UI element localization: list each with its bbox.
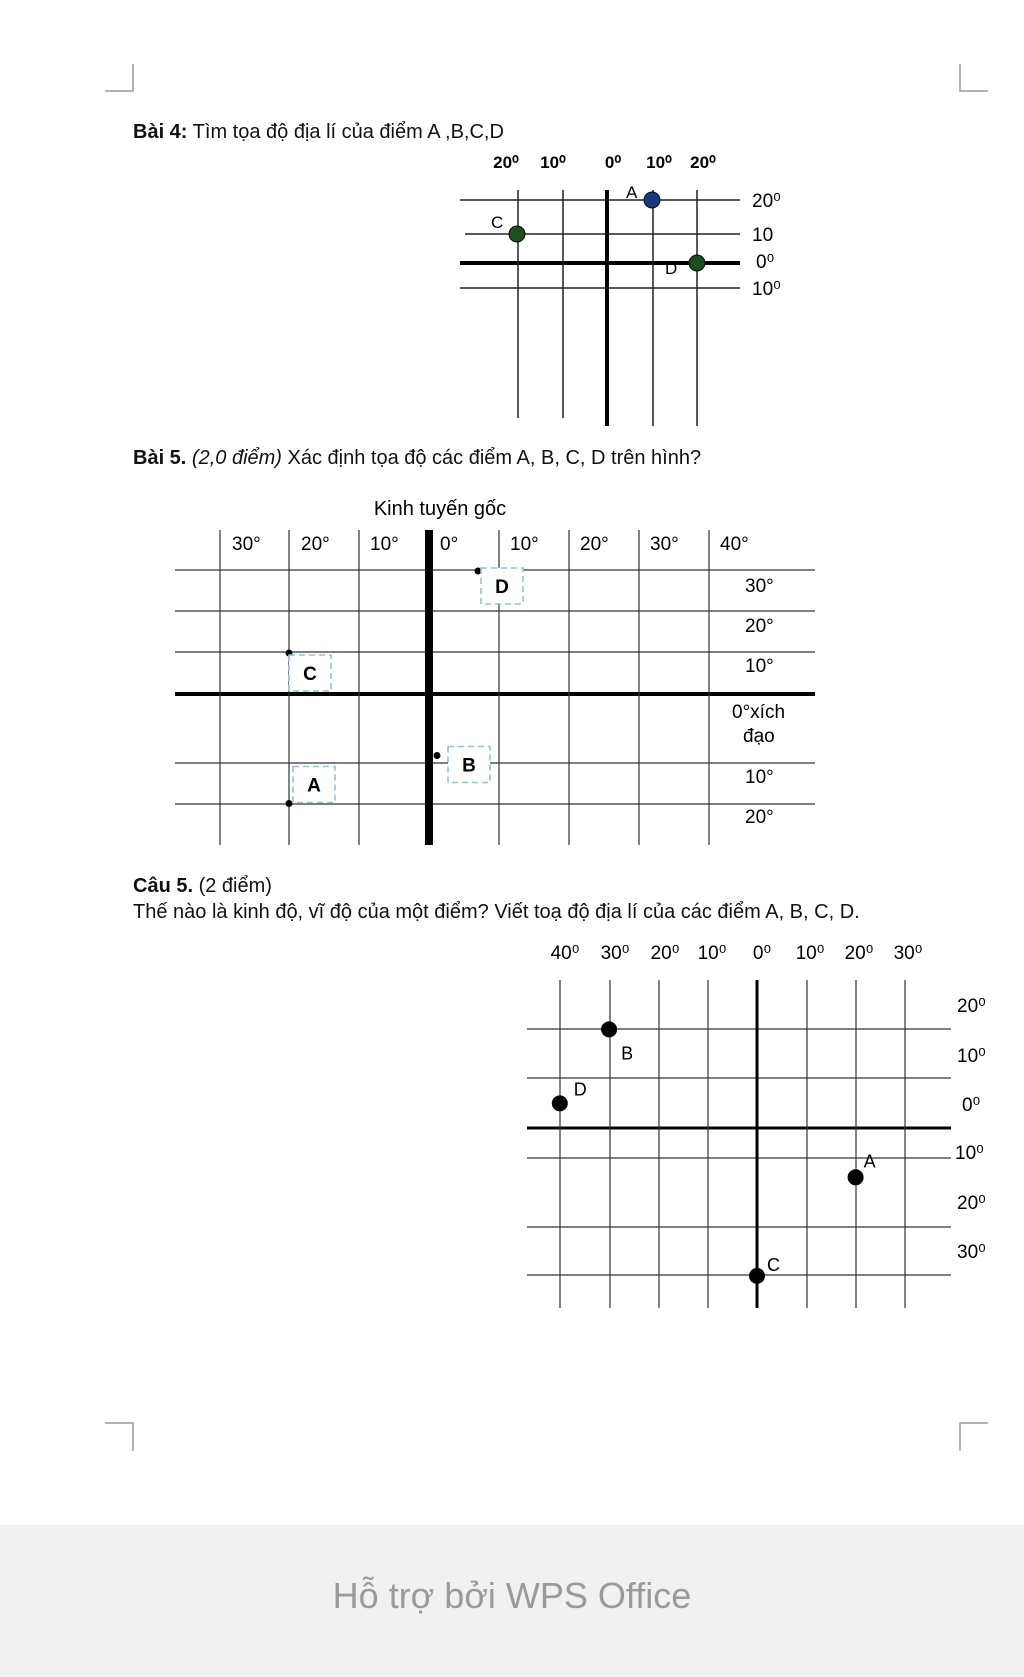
q5-right-label: đạo <box>743 726 775 747</box>
q5-points <box>286 568 524 808</box>
q5-points-note: (2,0 điểm) <box>191 447 282 469</box>
q4-point-marker <box>689 255 705 271</box>
c5-right-label: 10⁰ <box>955 1143 984 1164</box>
corner-mark-bottom-left <box>105 1421 135 1451</box>
c5-point-marker <box>749 1268 765 1284</box>
c5-point-label: C <box>767 1254 780 1275</box>
c5-point-label: B <box>621 1043 634 1064</box>
q5-coordinate-grid <box>170 490 820 850</box>
c5-top-label: 20⁰ <box>844 943 874 964</box>
q5-right-label: 20° <box>745 616 774 637</box>
q5-top-label: 0° <box>440 534 459 555</box>
q5-top-label: 40° <box>720 534 749 555</box>
q4-text: Tìm tọa độ địa lí của điểm A ,B,C,D <box>187 121 504 143</box>
c5-top-label: 40⁰ <box>550 943 580 964</box>
q4-top-label: 20⁰ <box>690 153 716 172</box>
q5-point-label: D <box>495 577 509 598</box>
corner-mark-top-right <box>958 64 988 94</box>
q5-label: Bài 5. <box>133 447 187 469</box>
c5-right-label: 10⁰ <box>957 1046 986 1067</box>
q4-point-label: A <box>626 183 638 202</box>
q4-top-label: 10⁰ <box>540 153 566 172</box>
c5-top-label: 10⁰ <box>697 943 727 964</box>
q4-point-label: C <box>491 213 504 232</box>
q4-label: Bài 4: <box>133 121 188 143</box>
corner-mark-top-left <box>105 64 135 94</box>
q5-top-labels <box>232 534 749 555</box>
q5-point-label: C <box>303 664 317 685</box>
q4-point-label: D <box>665 259 678 278</box>
q4-right-label: 0⁰ <box>756 252 775 273</box>
q5-point-marker <box>434 752 441 759</box>
q5-point-label: A <box>307 775 321 797</box>
c5-top-label: 30⁰ <box>893 943 923 964</box>
q5-top-label: 30° <box>650 534 679 555</box>
c5-label: Câu 5. <box>133 875 194 897</box>
q4-point-marker <box>509 226 525 242</box>
q5-right-label: 20° <box>745 807 774 828</box>
q5-text: Xác định tọa độ các điểm A, B, C, D trên hình? <box>281 447 702 469</box>
c5-top-label: 20⁰ <box>650 943 680 964</box>
c5-right-label: 20⁰ <box>957 996 986 1017</box>
q4-coordinate-grid <box>440 150 800 430</box>
c5-top-labels <box>551 943 923 964</box>
q4-top-label: 20⁰ <box>493 153 519 172</box>
q4-top-label: 10⁰ <box>646 153 672 172</box>
footer-text: Hỗ trợ bởi WPS Office <box>332 1575 692 1616</box>
q5-right-label: 10° <box>745 656 774 677</box>
q5-top-label: 10° <box>510 534 539 555</box>
q4-heading <box>133 120 504 144</box>
c5-heading <box>133 874 272 898</box>
c5-right-labels <box>955 996 986 1263</box>
c5-top-label: 30⁰ <box>600 943 630 964</box>
q4-point-marker <box>644 192 660 208</box>
q5-right-labels <box>732 576 785 828</box>
c5-right-label: 20⁰ <box>957 1193 986 1214</box>
c5-question-text: Thế nào là kinh độ, vĩ độ của một điểm? Viết toạ độ địa lí của các điểm A, B, C, D. <box>133 901 860 923</box>
q5-top-label: 20° <box>580 534 609 555</box>
c5-grid-lines <box>527 980 951 1308</box>
wps-footer <box>0 1525 1024 1677</box>
c5-point-marker <box>601 1021 617 1037</box>
corner-mark-bottom-right <box>958 1421 988 1451</box>
c5-point-label: D <box>573 1079 587 1100</box>
q5-point-marker <box>286 800 293 807</box>
q5-meridian-title: Kinh tuyến gốc <box>373 498 507 520</box>
q5-right-label: 0°xích <box>732 702 786 723</box>
q4-top-labels <box>493 153 716 172</box>
c5-points <box>552 1021 876 1284</box>
q4-right-label: 20⁰ <box>752 191 781 212</box>
c5-coordinate-grid <box>525 935 995 1315</box>
q4-right-label: 10 <box>752 225 774 246</box>
q4-top-label: 0⁰ <box>604 153 622 172</box>
q4-right-labels <box>752 191 781 300</box>
c5-top-label: 0⁰ <box>752 943 772 964</box>
c5-point-marker <box>552 1095 568 1111</box>
q5-point-label: B <box>462 755 476 777</box>
c5-points-note: (2 điểm) <box>193 875 272 897</box>
q4-right-label: 10⁰ <box>752 279 781 300</box>
q5-right-label: 30° <box>745 576 774 597</box>
c5-right-label: 0⁰ <box>962 1095 981 1116</box>
q5-heading <box>133 446 701 470</box>
q5-top-label: 20° <box>301 534 330 555</box>
q5-right-label: 10° <box>745 767 774 788</box>
q5-top-label: 10° <box>370 534 399 555</box>
c5-top-label: 10⁰ <box>795 943 825 964</box>
c5-right-label: 30⁰ <box>957 1242 986 1263</box>
c5-point-marker <box>848 1169 864 1185</box>
c5-point-label: A <box>863 1151 876 1172</box>
q5-top-label: 30° <box>232 534 261 555</box>
